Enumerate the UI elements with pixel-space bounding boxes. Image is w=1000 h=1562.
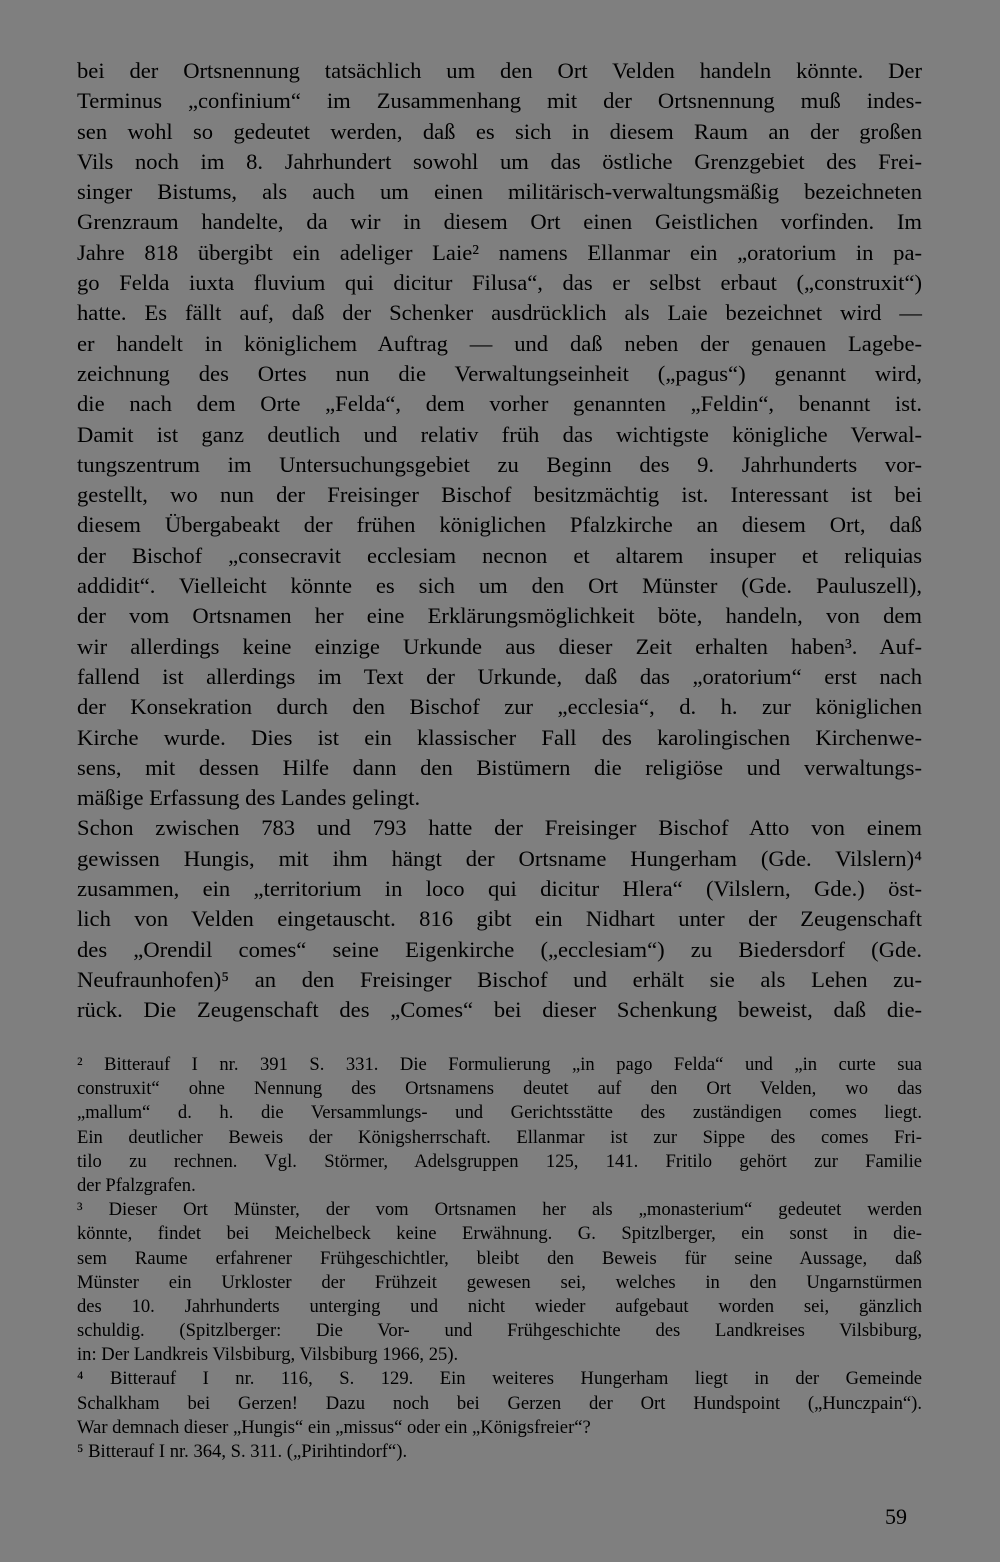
text-line: sen wohl so gedeutet werden, daß es sich in diesem Raum an der großen <box>77 118 922 144</box>
text-line: bei der Ortsnennung tatsächlich um den Ort Velden handeln könnte. Der <box>77 58 922 83</box>
footnote-line: der Pfalzgrafen. <box>77 1174 196 1196</box>
text-line: gestellt, wo nun der Freisinger Bischof besitzmächtig ist. Interessant ist bei <box>77 482 922 508</box>
text-line: fallend ist allerdings im Text der Urkunde, daß das „oratorium“ erst nach <box>77 663 922 689</box>
footnote-line: tilo zu rechnen. Vgl. Störmer, Adelsgruppen 125, 141. Fritilo gehört zur Familie <box>77 1150 922 1172</box>
text-line: Jahre 818 übergibt ein adeliger Laie² namens Ellanmar ein „oratorium in pa- <box>77 239 922 265</box>
text-line: sens, mit dessen Hilfe dann den Bistümern die religiöse und verwaltungs- <box>77 754 922 780</box>
text-line: rück. Die Zeugenschaft des „Comes“ bei dieser Schenkung beweist, daß die- <box>77 997 922 1023</box>
footnote-line: des 10. Jahrhunderts unterging und nicht wieder aufgebaut worden sei, gänzlich <box>77 1295 922 1317</box>
text-line: des „Orendil comes“ seine Eigenkirche („ecclesiam“) zu Biedersdorf (Gde. <box>77 936 922 962</box>
text-line: mäßige Erfassung des Landes gelingt. <box>77 785 421 811</box>
text-line: hatte. Es fällt auf, daß der Schenker ausdrücklich als Laie bezeichnet wird — <box>77 300 922 326</box>
text-line: zeichnung des Ortes nun die Verwaltungseinheit („pagus“) genannt wird, <box>77 360 922 386</box>
footnote-line: Schalkham bei Gerzen! Dazu noch bei Gerzen der Ort Hundspoint („Hunczpain“). <box>77 1392 922 1414</box>
footnotes <box>77 1053 922 1464</box>
text-line: Kirche wurde. Dies ist ein klassischer Fall des karolingischen Kirchenwe- <box>77 724 922 750</box>
text-line: der Bischof „consecravit ecclesiam necnon et altarem insuper et reliquias <box>77 542 922 568</box>
footnote-line: ³ Dieser Ort Münster, der vom Ortsnamen her als „monasterium“ gedeutet werden <box>77 1199 922 1221</box>
text-line: die nach dem Orte „Felda“, dem vorher genannten „Feldin“, benannt ist. <box>77 391 922 417</box>
text-line: Neufraunhofen)⁵ an den Freisinger Bischof und erhält sie als Lehen zu- <box>77 966 922 992</box>
text-line: lich von Velden eingetauscht. 816 gibt ein Nidhart unter der Zeugenschaft <box>77 906 922 932</box>
footnote-line: construxit“ ohne Nennung des Ortsnamens deutet auf den Ort Velden, wo das <box>77 1078 922 1100</box>
footnote-line: War demnach dieser „Hungis“ ein „missus“ oder ein „Königsfreier“? <box>77 1416 591 1438</box>
text-line: zusammen, ein „territorium in loco qui dicitur Hlera“ (Vilslern, Gde.) öst- <box>77 876 922 902</box>
text-line: go Felda iuxta fluvium qui dicitur Filusa“, das er selbst erbaut („construxit“) <box>77 270 922 296</box>
footnote-line: könnte, findet bei Meichelbeck keine Erwähnung. G. Spitzlberger, ein sonst in die- <box>77 1223 922 1245</box>
text-line: er handelt in königlichem Auftrag — und daß neben der genauen Lagebe- <box>77 330 922 356</box>
text-line: Grenzraum handelte, da wir in diesem Ort einen Geistlichen vorfinden. Im <box>77 209 922 235</box>
footnote-line: ⁵ Bitterauf I nr. 364, S. 311. („Pirihtindorf“). <box>77 1441 408 1462</box>
text-line: der vom Ortsnamen her eine Erklärungsmöglichkeit böte, handeln, von dem <box>77 603 922 629</box>
text-line: addidit“. Vielleicht könnte es sich um den Ort Münster (Gde. Pauluszell), <box>77 573 922 599</box>
footnote-line: ² Bitterauf I nr. 391 S. 331. Die Formulierung „in pago Felda“ und „in curte sua <box>77 1054 922 1075</box>
text-line: Terminus „confinium“ im Zusammenhang mit der Ortsnennung muß indes- <box>77 88 922 114</box>
footnote-line: in: Der Landkreis Vilsbiburg, Vilsbiburg 1966, 25). <box>77 1344 459 1366</box>
text-line: wir allerdings keine einzige Urkunde aus dieser Zeit erhalten haben³. Auf- <box>77 633 922 659</box>
text-line: Damit ist ganz deutlich und relativ früh das wichtigste königliche Verwal- <box>77 421 922 447</box>
text-line: gewissen Hungis, mit ihm hängt der Ortsname Hungerham (Gde. Vilslern)⁴ <box>77 845 922 871</box>
footnote-line: Ein deutlicher Beweis der Königsherrschaft. Ellanmar ist zur Sippe des comes Fri- <box>77 1126 922 1148</box>
text-line: Vils noch im 8. Jahrhundert sowohl um das östliche Grenzgebiet des Frei- <box>77 148 922 174</box>
footnote-line: ⁴ Bitterauf I nr. 116, S. 129. Ein weiteres Hungerham liegt in der Gemeinde <box>77 1368 922 1390</box>
footnote-line: sem Raume erfahrener Frühgeschichtler, bleibt den Beweis für seine Aussage, daß <box>77 1247 922 1269</box>
text-line: tungszentrum im Untersuchungsgebiet zu Beginn des 9. Jahrhunderts vor- <box>77 451 922 477</box>
footnote-line: „mallum“ d. h. die Versammlungs- und Gerichtsstätte des zuständigen comes liegt. <box>77 1102 922 1124</box>
text-line: Schon zwischen 783 und 793 hatte der Freisinger Bischof Atto von einem <box>77 815 922 841</box>
main-text <box>77 56 922 1026</box>
text-line: der Konsekration durch den Bischof zur „ecclesia“, d. h. zur königlichen <box>77 694 922 720</box>
text-line: singer Bistums, als auch um einen militärisch-verwaltungsmäßig bezeichneten <box>77 179 922 205</box>
footnote-line: schuldig. (Spitzlberger: Die Vor- und Frühgeschichte des Landkreises Vilsbiburg, <box>77 1320 922 1342</box>
page-number: 59 <box>885 1504 907 1529</box>
footnote-line: Münster ein Urkloster der Frühzeit gewesen sei, welches in den Ungarnstürmen <box>77 1271 922 1293</box>
text-line: diesem Übergabeakt der frühen königlichen Pfalzkirche an diesem Ort, daß <box>77 512 922 538</box>
